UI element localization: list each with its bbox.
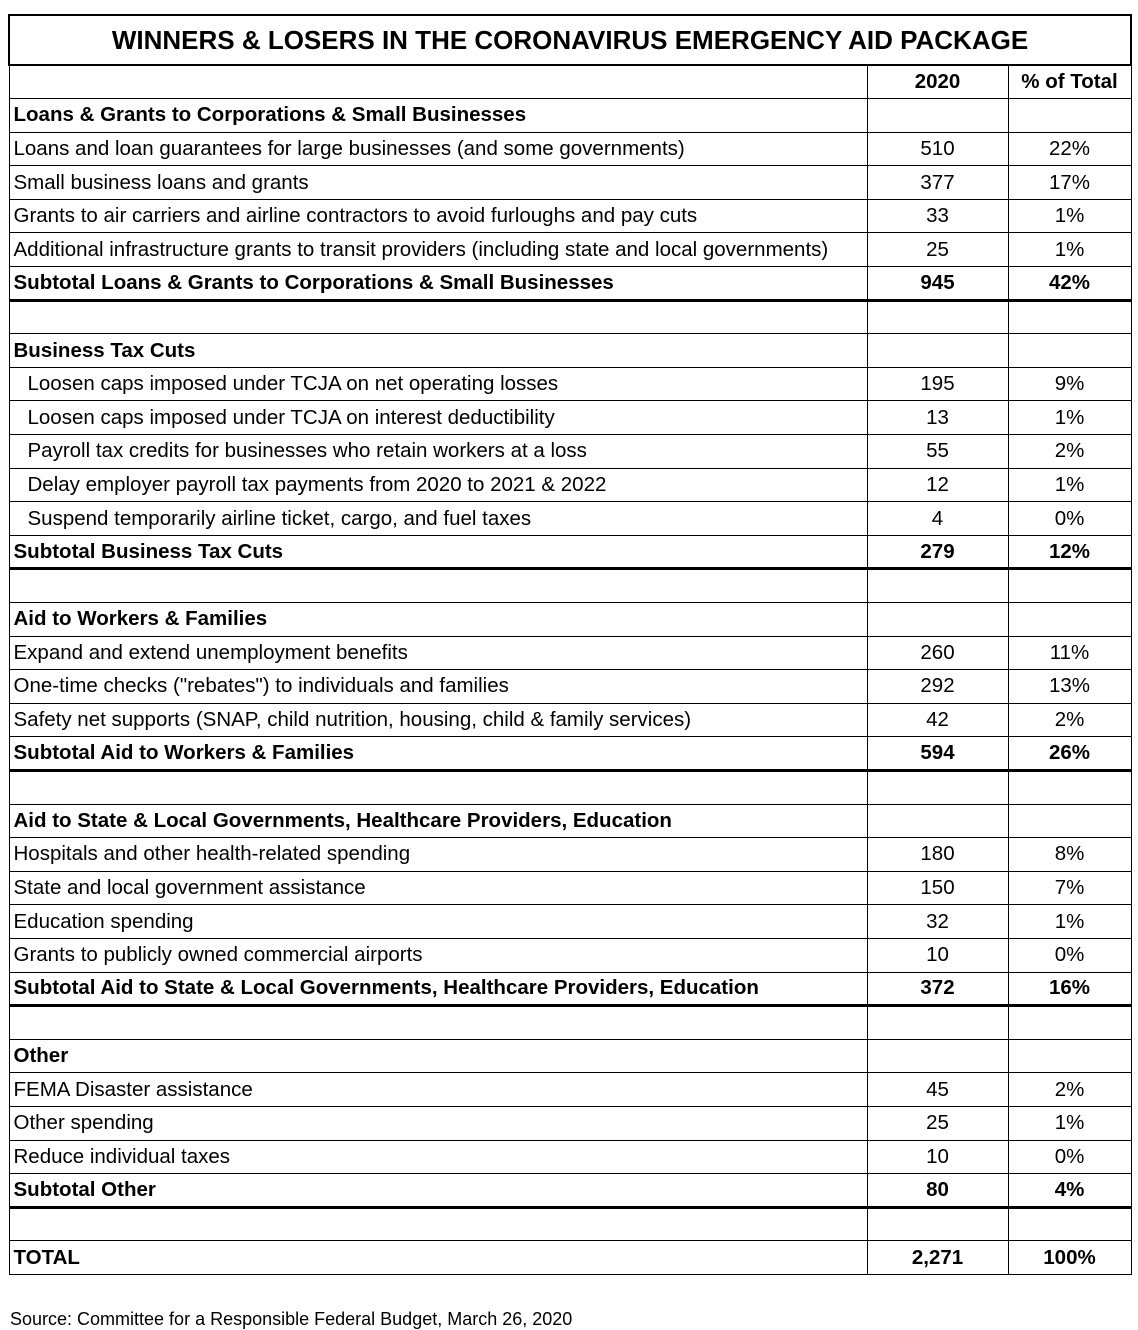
table-row (9, 468, 1131, 502)
row-label: Education spending (9, 905, 867, 939)
row-percent-of-total: 42% (1008, 267, 1131, 301)
row-label: Aid to Workers & Families (9, 603, 867, 637)
spacer-row (9, 770, 1131, 804)
row-label (9, 569, 867, 603)
row-value-2020: 10 (867, 1140, 1008, 1174)
row-value-2020: 80 (867, 1174, 1008, 1208)
row-value-2020: 195 (867, 367, 1008, 401)
row-percent-of-total: 1% (1008, 233, 1131, 267)
row-label: Other (9, 1039, 867, 1073)
row-value-2020: 372 (867, 972, 1008, 1006)
aid-package-table (8, 14, 1132, 1275)
row-percent-of-total (1008, 99, 1131, 133)
row-label: Payroll tax credits for businesses who retain workers at a loss (9, 435, 867, 469)
table-row (9, 435, 1131, 469)
row-value-2020: 13 (867, 401, 1008, 435)
row-value-2020: 33 (867, 199, 1008, 233)
row-label: Hospitals and other health-related spending (9, 838, 867, 872)
row-label: One-time checks ("rebates") to individuals and families (9, 670, 867, 704)
row-label: Grants to publicly owned commercial airports (9, 938, 867, 972)
row-percent-of-total: 2% (1008, 703, 1131, 737)
row-percent-of-total: 9% (1008, 367, 1131, 401)
section-header-row (9, 804, 1131, 838)
spacer-row (9, 1006, 1131, 1040)
row-percent-of-total (1008, 1207, 1131, 1241)
row-label: Grants to air carriers and airline contractors to avoid furloughs and pay cuts (9, 199, 867, 233)
table-row (9, 199, 1131, 233)
row-label: Loans and loan guarantees for large businesses (and some governments) (9, 132, 867, 166)
row-value-2020: 594 (867, 737, 1008, 771)
row-percent-of-total: 1% (1008, 905, 1131, 939)
row-percent-of-total: 1% (1008, 468, 1131, 502)
row-value-2020 (867, 99, 1008, 133)
row-label: Business Tax Cuts (9, 334, 867, 368)
row-label: Subtotal Loans & Grants to Corporations & Small Businesses (9, 267, 867, 301)
table-row (9, 132, 1131, 166)
row-label: Subtotal Other (9, 1174, 867, 1208)
row-label: Expand and extend unemployment benefits (9, 636, 867, 670)
table-row (9, 367, 1131, 401)
table-row (9, 1106, 1131, 1140)
row-label: Subtotal Aid to Workers & Families (9, 737, 867, 771)
row-label: Suspend temporarily airline ticket, cargo, and fuel taxes (9, 502, 867, 536)
table-row (9, 502, 1131, 536)
row-label (9, 1207, 867, 1241)
row-label: State and local government assistance (9, 871, 867, 905)
section-header-row (9, 603, 1131, 637)
row-value-2020 (867, 1207, 1008, 1241)
spacer-row (9, 300, 1131, 334)
table-body (9, 15, 1131, 1274)
header-row (9, 65, 1131, 99)
row-percent-of-total (1008, 603, 1131, 637)
row-percent-of-total: 4% (1008, 1174, 1131, 1208)
row-percent-of-total: 2% (1008, 435, 1131, 469)
row-label: Small business loans and grants (9, 166, 867, 200)
row-label: Subtotal Business Tax Cuts (9, 535, 867, 569)
row-percent-of-total (1008, 300, 1131, 334)
row-value-2020 (867, 1039, 1008, 1073)
row-percent-of-total: 1% (1008, 1106, 1131, 1140)
row-percent-of-total: 0% (1008, 938, 1131, 972)
row-label (9, 300, 867, 334)
row-value-2020: 32 (867, 905, 1008, 939)
row-value-2020: 42 (867, 703, 1008, 737)
total-row (9, 1241, 1131, 1275)
subtotal-row (9, 1174, 1131, 1208)
table-row (9, 838, 1131, 872)
subtotal-row (9, 267, 1131, 301)
row-value-2020 (867, 770, 1008, 804)
row-value-2020: 292 (867, 670, 1008, 704)
section-header-row (9, 1039, 1131, 1073)
row-percent-of-total: 2% (1008, 1073, 1131, 1107)
row-percent-of-total: 13% (1008, 670, 1131, 704)
row-value-2020 (867, 334, 1008, 368)
spacer-row (9, 569, 1131, 603)
table-row (9, 938, 1131, 972)
row-percent-of-total (1008, 1006, 1131, 1040)
row-value-2020 (867, 1006, 1008, 1040)
row-percent-of-total (1008, 569, 1131, 603)
table-row (9, 233, 1131, 267)
row-percent-of-total (1008, 804, 1131, 838)
table-row (9, 1140, 1131, 1174)
subtotal-row (9, 972, 1131, 1006)
row-label: Additional infrastructure grants to transit providers (including state and local governments) (9, 233, 867, 267)
row-value-2020: 260 (867, 636, 1008, 670)
row-value-2020: 12 (867, 468, 1008, 502)
table-row (9, 670, 1131, 704)
row-value-2020: 45 (867, 1073, 1008, 1107)
row-value-2020 (867, 804, 1008, 838)
table-row (9, 871, 1131, 905)
row-percent-of-total (1008, 334, 1131, 368)
row-percent-of-total: 100% (1008, 1241, 1131, 1275)
row-percent-of-total (1008, 770, 1131, 804)
row-value-2020: 2,271 (867, 1241, 1008, 1275)
subtotal-row (9, 535, 1131, 569)
row-percent-of-total: 17% (1008, 166, 1131, 200)
table-title: WINNERS & LOSERS IN THE CORONAVIRUS EMERGENCY AID PACKAGE (9, 15, 1131, 65)
table-row (9, 1073, 1131, 1107)
row-label: Loosen caps imposed under TCJA on interest deductibility (9, 401, 867, 435)
row-percent-of-total: 0% (1008, 1140, 1131, 1174)
subtotal-row (9, 737, 1131, 771)
header-label-cell (9, 65, 867, 99)
row-value-2020: 945 (867, 267, 1008, 301)
row-value-2020: 55 (867, 435, 1008, 469)
title-row (9, 15, 1131, 65)
spacer-row (9, 1207, 1131, 1241)
row-percent-of-total: 1% (1008, 401, 1131, 435)
row-percent-of-total (1008, 1039, 1131, 1073)
row-value-2020: 180 (867, 838, 1008, 872)
row-percent-of-total: 16% (1008, 972, 1131, 1006)
table-row (9, 905, 1131, 939)
row-label: Loans & Grants to Corporations & Small Businesses (9, 99, 867, 133)
row-value-2020 (867, 603, 1008, 637)
row-label: Delay employer payroll tax payments from 2020 to 2021 & 2022 (9, 468, 867, 502)
row-percent-of-total: 12% (1008, 535, 1131, 569)
source-note: Source: Committee for a Responsible Federal Budget, March 26, 2020 (10, 1309, 573, 1329)
row-label: TOTAL (9, 1241, 867, 1275)
row-value-2020: 150 (867, 871, 1008, 905)
row-percent-of-total: 26% (1008, 737, 1131, 771)
row-value-2020: 377 (867, 166, 1008, 200)
row-percent-of-total: 8% (1008, 838, 1131, 872)
header-year: 2020 (867, 65, 1008, 99)
header-percent: % of Total (1008, 65, 1131, 99)
table-row (9, 166, 1131, 200)
row-percent-of-total: 0% (1008, 502, 1131, 536)
row-label: Other spending (9, 1106, 867, 1140)
row-label: Safety net supports (SNAP, child nutrition, housing, child & family services) (9, 703, 867, 737)
row-percent-of-total: 11% (1008, 636, 1131, 670)
row-label: Loosen caps imposed under TCJA on net operating losses (9, 367, 867, 401)
row-value-2020: 279 (867, 535, 1008, 569)
row-value-2020: 10 (867, 938, 1008, 972)
row-value-2020: 25 (867, 233, 1008, 267)
section-header-row (9, 99, 1131, 133)
row-value-2020 (867, 569, 1008, 603)
row-label: FEMA Disaster assistance (9, 1073, 867, 1107)
row-label: Aid to State & Local Governments, Healthcare Providers, Education (9, 804, 867, 838)
row-label: Subtotal Aid to State & Local Governments, Healthcare Providers, Education (9, 972, 867, 1006)
row-value-2020: 25 (867, 1106, 1008, 1140)
row-label (9, 770, 867, 804)
row-percent-of-total: 1% (1008, 199, 1131, 233)
row-percent-of-total: 22% (1008, 132, 1131, 166)
row-value-2020: 4 (867, 502, 1008, 536)
section-header-row (9, 334, 1131, 368)
table-row (9, 636, 1131, 670)
row-label: Reduce individual taxes (9, 1140, 867, 1174)
table-row (9, 401, 1131, 435)
row-label (9, 1006, 867, 1040)
row-percent-of-total: 7% (1008, 871, 1131, 905)
table-row (9, 703, 1131, 737)
row-value-2020: 510 (867, 132, 1008, 166)
row-value-2020 (867, 300, 1008, 334)
